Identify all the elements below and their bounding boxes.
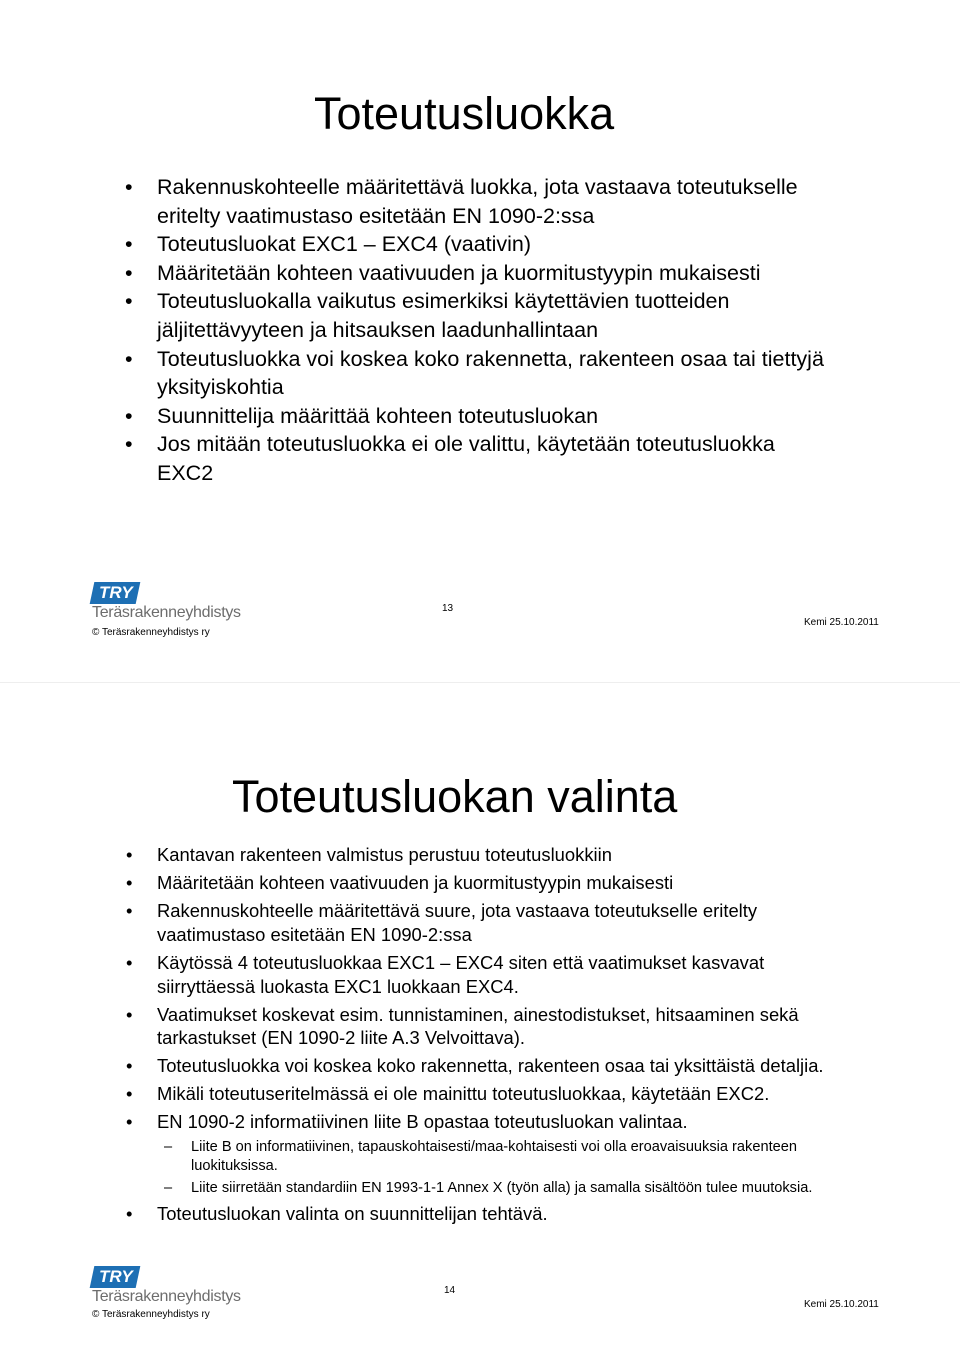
bullet-icon: • bbox=[125, 432, 133, 457]
sub-list-item: – Liite B on informatiivinen, tapauskohtaisesti/maa-kohtaisesti voi olla eroavaisuuksia rakenteen luokituksissa. bbox=[164, 1139, 797, 1174]
dash-icon: – bbox=[164, 1139, 173, 1156]
logo-name: Teräsrakenneyhdistys bbox=[92, 604, 241, 621]
slide-14 bbox=[0, 683, 960, 1367]
list-item: • Kantavan rakenteen valmistus perustuu toteutusluokkiin bbox=[126, 844, 612, 865]
dash-icon: – bbox=[164, 1180, 173, 1197]
bullet-list bbox=[125, 173, 837, 488]
bullet-icon: • bbox=[125, 260, 133, 285]
copyright: © Teräsrakenneyhdistys ry bbox=[92, 627, 210, 638]
slide-13 bbox=[0, 0, 960, 683]
copyright: © Teräsrakenneyhdistys ry bbox=[92, 1309, 210, 1320]
sub-bullet-list bbox=[157, 1138, 857, 1198]
try-logo-mark: TRY bbox=[90, 1266, 141, 1288]
footer-date: Kemi 25.10.2011 bbox=[804, 617, 879, 628]
bullet-icon: • bbox=[126, 1003, 133, 1025]
bullet-icon: • bbox=[126, 1202, 133, 1224]
bullet-icon: • bbox=[126, 899, 133, 921]
slide-title: Toteutusluokan valinta bbox=[232, 771, 678, 822]
list-item: • EN 1090-2 informatiivinen liite B opastaa toteutusluokan valintaa. – Liite B on informatiivinen, tapauskohtaisesti/maa-kohtaisesti voi olla eroavaisuuksia rakenteen luokituksissa. – Liite siirretään standardiin EN 1993-1-1 Annex X (työn alla) ja samalla sisältöön tulee muutoksia. bbox=[157, 1110, 857, 1197]
bullet-icon: • bbox=[126, 1083, 133, 1105]
try-logo bbox=[92, 582, 242, 622]
list-item: • Toteutusluokan valinta on suunnittelijan tehtävä. bbox=[126, 1202, 548, 1224]
bullet-icon: • bbox=[126, 951, 133, 973]
list-item: • Määritetään kohteen vaativuuden ja kuormitustyypin mukaisesti bbox=[126, 871, 674, 893]
bullet-icon: • bbox=[125, 175, 133, 199]
sub-list-item: – Liite siirretään standardiin EN 1993-1-1 Annex X (työn alla) ja samalla sisältöön tulee muutoksia. bbox=[164, 1180, 813, 1197]
try-logo bbox=[92, 1266, 242, 1306]
bullet-list bbox=[126, 843, 857, 1230]
list-item: • Vaatimukset koskevat esim. tunnistaminen, ainestodistukset, hitsaaminen sekä tarkastukset (EN 1090-2 liite A.3 Velvoittava). bbox=[126, 1003, 799, 1049]
list-item: • Toteutusluokka voi koskea koko rakennetta, rakenteen osaa tai tiettyjä yksityiskohtia bbox=[125, 346, 824, 400]
bullet-icon: • bbox=[125, 346, 133, 371]
list-item: • Rakennuskohteelle määritettävä luokka, jota vastaava toteutukselle eritelty vaatimustaso esitetään EN 1090-2:ssa bbox=[125, 175, 798, 228]
bullet-icon: • bbox=[125, 289, 133, 314]
page-number: 13 bbox=[442, 603, 454, 614]
footer-date: Kemi 25.10.2011 bbox=[804, 1299, 879, 1310]
bullet-icon: • bbox=[126, 844, 133, 865]
bullet-icon: • bbox=[125, 403, 133, 428]
list-item: • Toteutusluokka voi koskea koko rakennetta, rakenteen osaa tai yksittäistä detaljia. bbox=[126, 1055, 824, 1077]
list-item: • Määritetään kohteen vaativuuden ja kuormitustyypin mukaisesti bbox=[157, 259, 837, 288]
list-item: • Mikäli toteutuseritelmässä ei ole mainittu toteutusluokkaa, käytetään EXC2. bbox=[126, 1083, 770, 1105]
bullet-icon: • bbox=[125, 232, 133, 257]
list-item: • Rakennuskohteelle määritettävä suure, jota vastaava toteutukselle eritelty vaatimustaso esitetään EN 1090-2:ssa bbox=[126, 899, 758, 945]
try-logo-mark: TRY bbox=[90, 582, 141, 604]
bullet-icon: • bbox=[126, 871, 133, 893]
list-item: • Jos mitään toteutusluokka ei ole valittu, käytetään toteutusluokka EXC2 bbox=[125, 432, 775, 485]
list-item: • Suunnittelija määrittää kohteen toteutusluokan bbox=[157, 402, 837, 431]
bullet-icon: • bbox=[126, 1111, 133, 1133]
list-item: • Toteutusluokat EXC1 – EXC4 (vaativin) bbox=[157, 230, 837, 259]
bullet-icon: • bbox=[126, 1055, 133, 1077]
logo-name: Teräsrakenneyhdistys bbox=[92, 1288, 241, 1305]
list-item: • Käytössä 4 toteutusluokkaa EXC1 – EXC4 siten että vaatimukset kasvavat siirryttäessä luokasta EXC1 luokkaan EXC4. bbox=[126, 951, 765, 997]
page-number: 14 bbox=[444, 1285, 456, 1296]
slide-title: Toteutusluokka bbox=[314, 88, 615, 139]
list-item: • Toteutusluokalla vaikutus esimerkiksi käytettävien tuotteiden jäljitettävyyteen ja hitsauksen laadunhallintaan bbox=[125, 289, 730, 342]
